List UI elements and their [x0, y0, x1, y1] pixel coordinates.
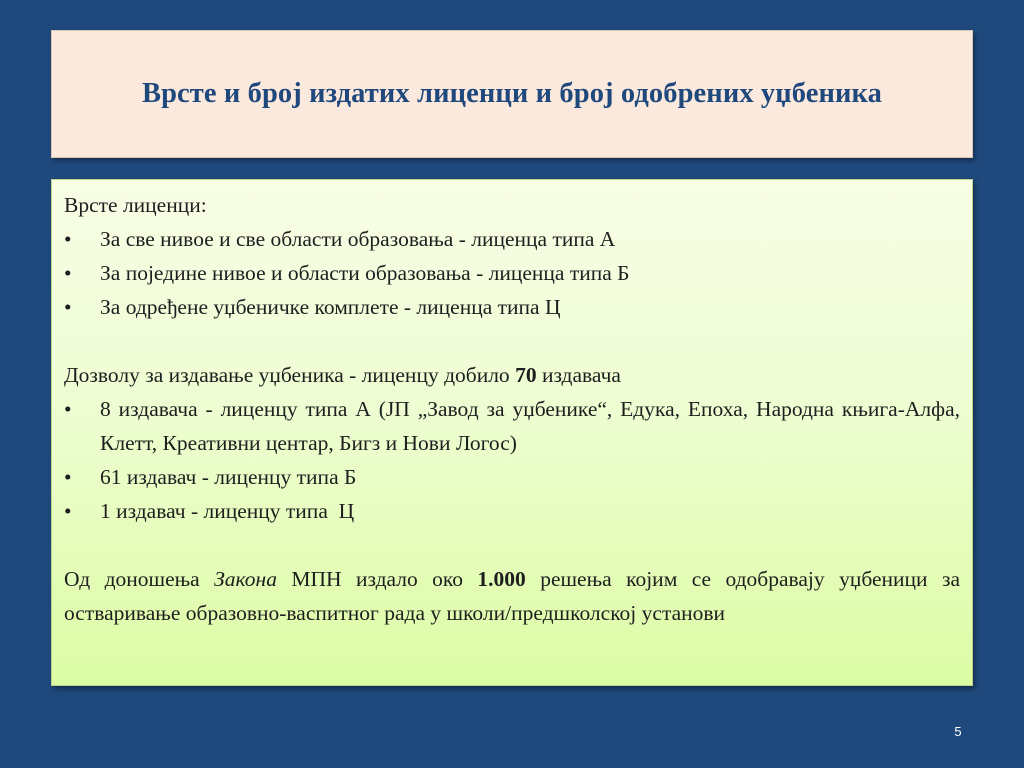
- list-item: [64, 460, 960, 494]
- law-reference: Закона: [214, 567, 277, 591]
- publishers-intro: Дозволу за издавање уџбеника - лиценцу добило 70 издавача: [64, 363, 621, 387]
- publishers-type-b: 61 издавач - лиценцу типа Б: [100, 465, 357, 489]
- licence-type-a: За све нивое и све области образовања - лиценца типа А: [100, 227, 616, 251]
- licence-type-c: За одређене уџбеничке комплете - лиценца типа Ц: [100, 295, 561, 319]
- list-item: [64, 392, 960, 460]
- publishers-type-a: 8 издавача - лиценцу типа А (ЈП „Завод за уџбенике“, Едука, Епоха, Народна књига-Алфа, Клетт, Креативни центар, Бигз и Нови Логос): [100, 397, 960, 455]
- decisions-count: 1.000: [477, 567, 526, 591]
- decisions-paragraph: Од доношења Закона МПН издало око 1.000 решења којим се одобравају уџбеници за остваривање образовно-васпитног рада у школи/предшколској установи: [64, 567, 960, 625]
- bullet-icon: •: [64, 499, 72, 523]
- bullet-icon: •: [64, 261, 72, 285]
- title-box: [51, 30, 973, 158]
- bullet-icon: •: [64, 397, 72, 421]
- bullet-icon: •: [64, 465, 72, 489]
- licence-type-b: За поједине нивое и области образовања - лиценца типа Б: [100, 261, 630, 285]
- list-item: [64, 494, 960, 528]
- publishers-count: 70: [515, 363, 537, 387]
- list-item: [64, 256, 960, 290]
- bullet-icon: •: [64, 295, 72, 319]
- list-item: [64, 290, 960, 324]
- licence-types-heading: Врсте лиценци:: [64, 193, 207, 217]
- page-number: 5: [954, 724, 962, 739]
- bullet-icon: •: [64, 227, 72, 251]
- content-box: [51, 179, 973, 686]
- list-item: [64, 222, 960, 256]
- slide-title: Врсте и број издатих лиценци и број одобрених уџбеника: [142, 78, 882, 109]
- publishers-type-c: 1 издавач - лиценцу типа Ц: [100, 499, 355, 523]
